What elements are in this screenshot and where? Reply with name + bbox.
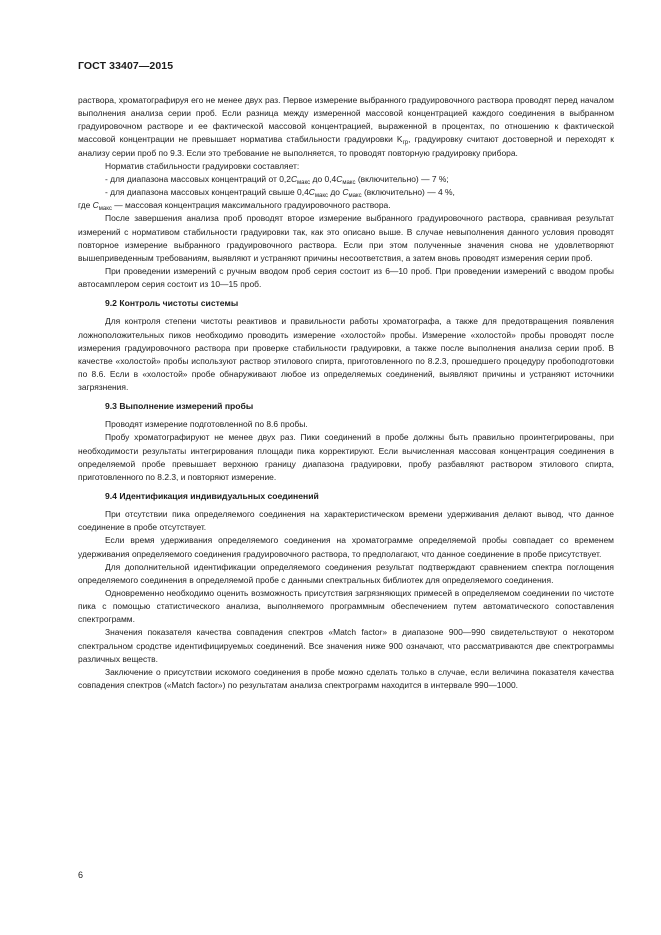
paragraph: где $C_{макс}$ — массовая концентрация максимального градуировочного раствора. — [78, 200, 391, 213]
paragraph: Пробу хроматографируют не менее двух раз. Пики соединений в пробе должны быть правильно проинтегрированы, при необходимости результаты интегрирования площади пика корректируют. Если вычисленная массовая концентрация соединения в определяемой пробе превышает верхнюю границу диапазона градуировки, пробу разбавляют раствором этилового спирта, приготовленного по 8.2.3, и повторяют измерение. — [78, 432, 614, 482]
paragraph: При отсутствии пика определяемого соединения на характеристическом времени удерживания делают вывод, что данное соединение в пробе отсутствует. — [78, 509, 614, 533]
paragraph: Одновременно необходимо оценить возможность присутствия загрязняющих примесей в определяемом соединении по чистоте пика с помощью статистического анализа, выполняемого программным обеспечением путем автоматического сопоставления спектрограмм. — [78, 588, 614, 625]
paragraph: При проведении измерений с ручным вводом проб серия состоит из 6—10 проб. При проведении измерений с вводом пробы автосамплером серия состоит из 10—15 проб. — [78, 266, 614, 290]
paragraph: Значения показателя качества совпадения спектров «Match factor» в диапазоне 900—990 свидетельствуют о некотором спектральном сродстве идентифицируемых соединений. Все значения ниже 900 означают, что рассматриваются две спектрограммы различных веществ. — [78, 627, 614, 664]
list-item: - для диапазона массовых концентраций свыше $0,4C_{макс}$ до $C_{макс}$ (включительно) — 4 %, — [105, 187, 455, 200]
paragraph: Норматив стабильности градуировки составляет: — [105, 160, 300, 171]
paragraph: После завершения анализа проб проводят второе измерение выбранного градуировочного раствора, сравнивая результат измерений с нормативом стабильности градуировки так, как это описано выше. В случае невыполнения данного условия проводят повторное измерение выбранного градуировочного раствора. Если при этом полученные значения снова не удовлетворяют вышеприведенным требованиям, выявляют и устраняют причины несоответствия, а затем вновь проводят измерения серии проб. — [78, 213, 614, 263]
paragraph: Для контроля степени чистоты реактивов и правильности работы хроматографа, а также для предотвращения появления ложноположительных пиков необходимо проводить измерение «холостой» пробы. Измерение «холостой» пробы проводят после измерения градуировочного раствора при проверке стабильности градуировки, а также после выполнения анализа серии проб. В качестве «холостой» пробы используют раствор этилового спирта, приготовленного по 8.2.3, прошедшего процедуру пробоподготовки по 8.6. Если в «холостой» пробе обнаруживают любое из определяемых соединений, выявляют причины и устраняют источники загрязнения. — [78, 316, 614, 393]
paragraph: Заключение о присутствии искомого соединения в пробе можно сделать только в случае, если величина показателя качества совпадения спектров («Match factor») по результатам анализа спектрограмм находится в интервале 990—1000. — [78, 666, 614, 691]
paragraph: Если время удерживания определяемого соединения на хроматограмме определяемой пробы совпадает со временем удерживания определяемого соединения градуировочного раствора, то предполагают, что данное соединение в пробе присутствует. — [78, 535, 614, 559]
document-header: ГОСТ 33407—2015 — [78, 60, 174, 72]
section-heading: 9.3 Выполнение измерений пробы — [105, 401, 254, 412]
section-heading: 9.4 Идентификация индивидуальных соединений — [105, 491, 319, 502]
document-body — [78, 94, 614, 692]
paragraph: Для дополнительной идентификации определяемого соединения результат подтверждают сравнением спектра поглощения определяемого соединения в определяемой пробе с данными спектральных библиотек для определяемого соединения. — [78, 561, 614, 585]
paragraph: Проводят измерение подготовленной по 8.6 пробы. — [105, 419, 308, 430]
page-number: 6 — [78, 870, 84, 880]
section-heading: 9.2 Контроль чистоты системы — [105, 298, 239, 309]
list-item: - для диапазона массовых концентраций от $0,2C_{макс}$ до $0,4C_{макс}$ (включительно) — 7 %; — [105, 173, 449, 186]
paragraph: раствора, хроматографируя его не менее двух раз. Первое измерение выбранного градуировочного раствора проводят перед началом выполнения анализа серии проб. Если разница между измеренной массовой концентрацией каждого соединения в выбранном градуировочном растворе и ее фактической массовой концентрацией, выраженной в процентах, по отношению к фактической массовой концентрации не превышает норматива стабильности градуировки $K_{гр}$, градуировку считают достоверной и переходят к анализу серии проб по 9.3. Если это требование не выполняется, то проводят повторную градуировку прибора. — [78, 95, 614, 158]
